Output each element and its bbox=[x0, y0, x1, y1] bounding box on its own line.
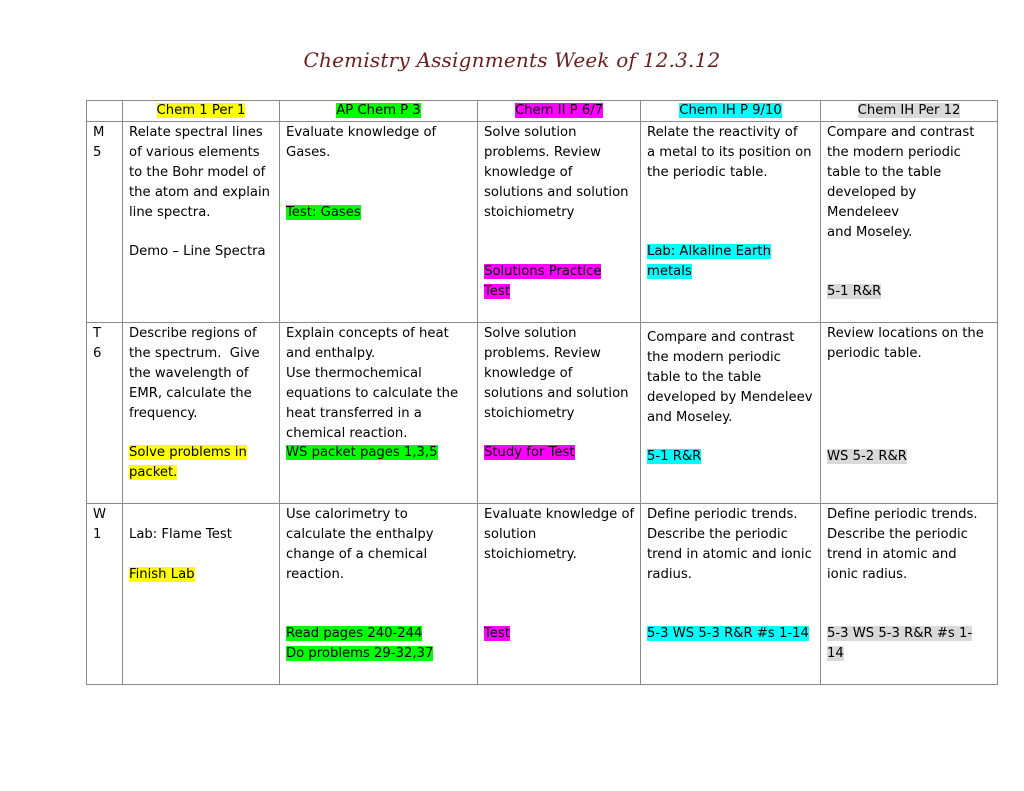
assignment-task: Test: Gases bbox=[286, 204, 361, 220]
header-class-cell bbox=[123, 101, 280, 122]
objective-line: line spectra. bbox=[129, 204, 211, 220]
objective-line: the spectrum. Give bbox=[129, 345, 260, 361]
assignment-cell bbox=[478, 323, 641, 504]
objective-line: the modern periodic bbox=[647, 349, 781, 365]
assignment-task: packet. bbox=[129, 465, 178, 481]
objective-line: and Moseley. bbox=[827, 224, 913, 240]
assignment-task: Study for Test bbox=[484, 445, 575, 461]
assignment-task: Solve problems in bbox=[129, 445, 247, 461]
assignment-cell bbox=[641, 504, 821, 685]
objective-line: Describe regions of bbox=[129, 326, 257, 341]
objective-line: the periodic table. bbox=[647, 164, 768, 180]
objective-line: Use calorimetry to bbox=[286, 507, 408, 522]
objective-line: Solve solution bbox=[484, 125, 577, 140]
objective-line: knowledge of bbox=[484, 164, 573, 180]
assignment-task: Lab: Alkaline Earth bbox=[647, 244, 771, 260]
objective-line: calculate the enthalpy bbox=[286, 526, 434, 542]
assignment-task: Finish Lab bbox=[129, 566, 195, 582]
objective-line: and Moseley. bbox=[647, 409, 733, 425]
class-label: Chem IH P 9/10 bbox=[679, 103, 782, 118]
objective-line: periodic table. bbox=[827, 345, 922, 361]
objective-line: the modern periodic bbox=[827, 144, 961, 160]
assignment-task: Test bbox=[484, 626, 510, 642]
header-day-cell bbox=[87, 101, 123, 122]
objective-line: Use thermochemical bbox=[286, 365, 422, 381]
assignment-task: Do problems 29-32,37 bbox=[286, 646, 434, 662]
assignment-task: Test bbox=[484, 284, 510, 300]
objective-line: Gases. bbox=[286, 144, 331, 160]
objective-line: the atom and explain bbox=[129, 184, 271, 200]
assignment-cell bbox=[641, 323, 821, 504]
objective-line: table to the table bbox=[827, 164, 942, 180]
assignment-cell bbox=[478, 504, 641, 685]
objective-line: Relate spectral lines bbox=[129, 125, 263, 140]
assignment-cell bbox=[123, 504, 280, 685]
objective-line: Define periodic trends. bbox=[647, 507, 798, 522]
objective-line: developed by Mendeleev bbox=[647, 389, 813, 405]
objective-line: chemical reaction. bbox=[286, 425, 408, 441]
objective-line: radius. bbox=[647, 566, 692, 582]
objective-line: Compare and contrast bbox=[827, 125, 975, 140]
assignment-cell bbox=[280, 323, 478, 504]
assignment-cell bbox=[641, 122, 821, 323]
objective-line: solutions and solution bbox=[484, 385, 629, 401]
objective-line: Explain concepts of heat bbox=[286, 326, 449, 341]
header-class-cell bbox=[641, 101, 821, 122]
assignment-task: 5-3 WS 5-3 R&R #s 1- bbox=[827, 626, 973, 642]
table-row bbox=[87, 323, 998, 504]
objective-line: trend in atomic and bbox=[827, 546, 957, 562]
assignment-task: WS 5-2 R&R bbox=[827, 449, 907, 465]
objective-line: Review locations on the bbox=[827, 326, 984, 341]
document-title: Chemistry Assignments Week of 12.3.12 bbox=[303, 48, 721, 72]
header-class-cell bbox=[280, 101, 478, 122]
objective-line: solutions and solution bbox=[484, 184, 629, 200]
objective-line: knowledge of bbox=[484, 365, 573, 381]
objective-line: Solve solution bbox=[484, 326, 577, 341]
objective-line: trend in atomic and ionic bbox=[647, 546, 812, 562]
objective-line: stoichiometry bbox=[484, 405, 575, 421]
objective-line: a metal to its position on bbox=[647, 144, 812, 160]
assignment-cell bbox=[123, 122, 280, 323]
header-class-cell bbox=[478, 101, 641, 122]
header-row bbox=[87, 101, 998, 122]
class-label: Chem II P 6/7 bbox=[514, 103, 604, 118]
objective-line: Compare and contrast bbox=[647, 330, 795, 345]
day-cell bbox=[87, 504, 123, 685]
objective-line: solution bbox=[484, 526, 537, 542]
objective-line: developed by Mendeleev bbox=[827, 184, 921, 220]
assignment-cell bbox=[821, 323, 998, 504]
assignment-task: metals bbox=[647, 264, 692, 280]
assignment-cell bbox=[821, 122, 998, 323]
objective-line: Describe the periodic bbox=[647, 526, 788, 542]
objective-line: table to the table bbox=[647, 369, 762, 385]
class-label: AP Chem P 3 bbox=[336, 103, 421, 118]
objective-line: equations to calculate the bbox=[286, 385, 459, 401]
table-row bbox=[87, 504, 998, 685]
objective-line: change of a chemical bbox=[286, 546, 428, 562]
header-class-cell bbox=[821, 101, 998, 122]
objective-line: and enthalpy. bbox=[286, 345, 376, 361]
assignment-cell bbox=[821, 504, 998, 685]
objective-line: stoichiometry. bbox=[484, 546, 577, 562]
day-cell bbox=[87, 122, 123, 323]
objective-line bbox=[129, 505, 274, 525]
objective-line: Relate the reactivity of bbox=[647, 125, 798, 140]
table-row bbox=[87, 122, 998, 323]
objective-line: frequency. bbox=[129, 405, 198, 421]
table-body bbox=[87, 122, 998, 685]
assignment-task: 5-1 R&R bbox=[647, 449, 702, 465]
assignment-cell bbox=[123, 323, 280, 504]
day-number: 5 bbox=[93, 144, 102, 160]
objective-line: reaction. bbox=[286, 566, 345, 582]
day-letter: M bbox=[93, 125, 105, 140]
assignment-task: 5-3 WS 5-3 R&R #s 1-14 bbox=[647, 626, 809, 642]
objective-line: stoichiometry bbox=[484, 204, 575, 220]
objective-line: the wavelength of bbox=[129, 365, 249, 381]
assignment-task: WS packet pages 1,3,5 bbox=[286, 445, 438, 461]
day-number: 1 bbox=[93, 526, 102, 542]
assignment-table bbox=[86, 100, 998, 685]
assignment-task: Demo – Line Spectra bbox=[129, 244, 266, 260]
objective-line: Describe the periodic bbox=[827, 526, 968, 542]
objective-line: heat transferred in a bbox=[286, 405, 422, 421]
assignment-task: Solutions Practice bbox=[484, 264, 602, 280]
day-cell bbox=[87, 323, 123, 504]
assignment-cell bbox=[280, 122, 478, 323]
objective-line: of various elements bbox=[129, 144, 260, 160]
day-letter: W bbox=[93, 507, 107, 522]
class-label: Chem 1 Per 1 bbox=[156, 103, 246, 118]
assignment-task: 5-1 R&R bbox=[827, 284, 882, 300]
day-letter: T bbox=[93, 326, 102, 341]
assignment-task: Read pages 240-244 bbox=[286, 626, 423, 642]
assignment-cell bbox=[280, 504, 478, 685]
objective-line: to the Bohr model of bbox=[129, 164, 266, 180]
objective-line: Lab: Flame Test bbox=[129, 526, 232, 542]
assignment-cell bbox=[478, 122, 641, 323]
objective-line: problems. Review bbox=[484, 144, 601, 160]
objective-line: EMR, calculate the bbox=[129, 385, 252, 401]
objective-line: Define periodic trends. bbox=[827, 507, 978, 522]
assignment-task: 14 bbox=[827, 646, 844, 662]
objective-line: Evaluate knowledge of bbox=[286, 125, 437, 140]
objective-line: Evaluate knowledge of bbox=[484, 507, 635, 522]
objective-line: problems. Review bbox=[484, 345, 601, 361]
objective-line: ionic radius. bbox=[827, 566, 908, 582]
class-label: Chem IH Per 12 bbox=[857, 103, 961, 118]
day-number: 6 bbox=[93, 345, 102, 361]
